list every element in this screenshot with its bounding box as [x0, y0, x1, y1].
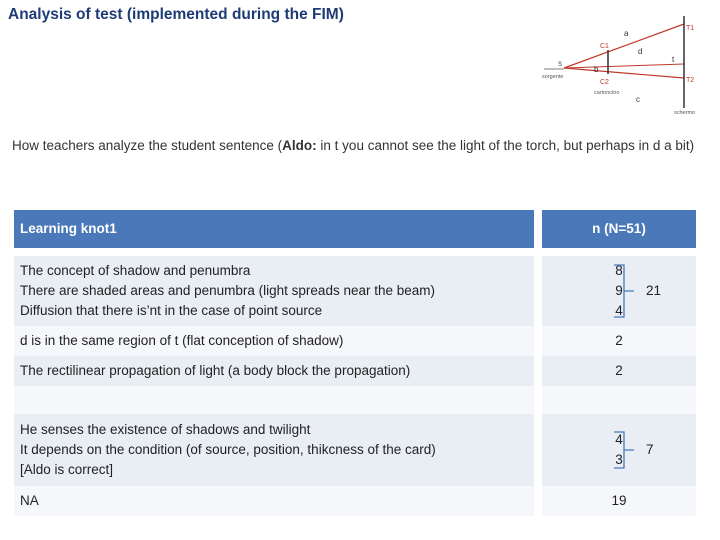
label-d: d	[638, 47, 643, 56]
count-value: 4	[615, 303, 623, 318]
description-line: [Aldo is correct]	[20, 462, 114, 477]
count-value: 2	[615, 333, 623, 348]
ray-mid	[564, 64, 684, 68]
table-row	[14, 486, 696, 516]
label-c2: C2	[600, 79, 609, 86]
group-total: 7	[646, 442, 654, 457]
analysis-table	[14, 210, 696, 516]
label-b: b	[594, 65, 599, 74]
description-line: Diffusion that there is’nt in the case of point source	[20, 303, 323, 318]
row-description: d is in the same region of t (flat conception of shadow)	[14, 326, 534, 356]
label-source: sorgente	[542, 74, 564, 80]
ray-lower	[564, 68, 684, 78]
row-description: The rectilinear propagation of light (a body block the propagation)	[14, 356, 534, 386]
intro-paragraph	[12, 136, 712, 156]
row-description	[14, 386, 534, 414]
count-value: 2	[615, 363, 623, 378]
count-value: 4	[615, 432, 623, 447]
description-line: He senses the existence of shadows and twilight	[20, 422, 311, 437]
row-count	[542, 486, 696, 516]
label-t: t	[672, 55, 675, 64]
count-value: 9	[615, 283, 623, 298]
row-count	[542, 256, 696, 326]
row-count	[542, 356, 696, 386]
label-card: cartoncino	[594, 90, 620, 96]
row-count	[542, 414, 696, 486]
label-a: a	[624, 29, 629, 38]
header-knot: Learning knot1	[14, 210, 534, 248]
header-n: n (N=51)	[542, 210, 696, 248]
description-line: It depends on the condition (of source, position, thikcness of the card)	[20, 442, 436, 457]
row-description: NA	[14, 486, 534, 516]
table-row	[14, 326, 696, 356]
description-line: There are shaded areas and penumbra (light spreads near the beam)	[20, 283, 435, 298]
description-line: The concept of shadow and penumbra	[20, 263, 251, 278]
column-gap	[534, 210, 542, 248]
right-brace-icon	[612, 263, 636, 319]
label-c: c	[636, 95, 640, 104]
row-description	[14, 414, 534, 486]
count-value: 19	[611, 493, 627, 508]
table-row-empty	[14, 386, 696, 414]
intro-student-name: Aldo:	[282, 138, 317, 153]
table-row	[14, 356, 696, 386]
table-header-row	[14, 210, 696, 248]
label-t2: T2	[686, 77, 695, 84]
intro-prefix: How teachers analyze the student sentence (	[12, 138, 283, 153]
label-c1: C1	[600, 43, 609, 50]
intro-rest: in t you cannot see the light of the torch, but perhaps in d a bit)	[316, 138, 695, 153]
label-t1: T1	[686, 25, 695, 32]
shadow-diagram	[536, 12, 708, 116]
group-total: 21	[646, 283, 662, 298]
count-value: 3	[615, 452, 623, 467]
label-screen: schermo	[674, 110, 696, 116]
row-count	[542, 326, 696, 356]
row-description	[14, 256, 534, 326]
slide-title: Analysis of test (implemented during the FIM)	[8, 6, 344, 23]
table-row	[14, 414, 696, 486]
count-value: 8	[615, 263, 623, 278]
table-row	[14, 256, 696, 326]
label-s: S	[558, 62, 563, 68]
right-brace-icon	[612, 430, 636, 470]
row-count	[542, 386, 696, 414]
